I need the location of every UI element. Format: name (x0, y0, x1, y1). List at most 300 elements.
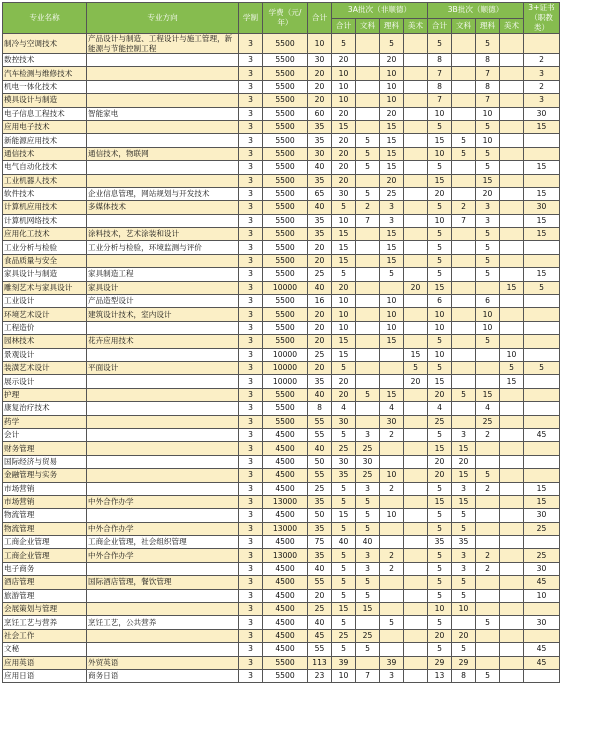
fee-cell: 10000 (263, 281, 308, 294)
major-cell: 雕刻艺术与家具设计 (3, 281, 87, 294)
3plus-cell (524, 241, 560, 254)
header-fee: 学费（元/年） (263, 3, 308, 34)
3b-fine-arts-cell (500, 576, 524, 589)
major-cell: 展示设计 (3, 375, 87, 388)
fee-cell: 4500 (263, 428, 308, 441)
3b-science-cell: 8 (476, 80, 500, 93)
3b-science-cell: 5 (476, 616, 500, 629)
direction-cell: 涂料技术，艺术涂装和设计 (87, 228, 239, 241)
3b-fine-arts-cell (500, 268, 524, 281)
3b-arts-cell: 35 (452, 536, 476, 549)
3b-fine-arts-cell (500, 549, 524, 562)
table-row (3, 134, 560, 147)
header-direction: 专业方向 (87, 3, 239, 34)
3b-science-cell: 3 (476, 201, 500, 214)
3b-arts-cell (452, 361, 476, 374)
3b-total-cell: 20 (428, 469, 452, 482)
3a-science-cell: 5 (380, 616, 404, 629)
direction-cell (87, 589, 239, 602)
3plus-cell (524, 147, 560, 160)
years-cell: 3 (239, 134, 263, 147)
3b-science-cell (476, 643, 500, 656)
header-3a-arts: 文科 (356, 18, 380, 34)
3plus-cell: 30 (524, 201, 560, 214)
3a-total-cell: 25 (332, 442, 356, 455)
3plus-cell: 45 (524, 428, 560, 441)
3b-arts-cell: 2 (452, 201, 476, 214)
3plus-cell (524, 308, 560, 321)
3plus-cell (524, 174, 560, 187)
major-cell: 应用化工技术 (3, 228, 87, 241)
3a-science-cell: 3 (380, 669, 404, 682)
major-cell: 通信技术 (3, 147, 87, 160)
direction-cell: 家具设计 (87, 281, 239, 294)
3a-fine-arts-cell (404, 562, 428, 575)
3b-arts-cell: 5 (452, 388, 476, 401)
3plus-cell: 15 (524, 228, 560, 241)
direction-cell (87, 562, 239, 575)
3a-total-cell: 10 (332, 321, 356, 334)
3plus-cell: 2 (524, 80, 560, 93)
3a-fine-arts-cell (404, 295, 428, 308)
fee-cell: 5500 (263, 669, 308, 682)
3a-total-cell: 5 (332, 482, 356, 495)
3a-science-cell: 2 (380, 549, 404, 562)
direction-cell (87, 509, 239, 522)
fee-cell: 5500 (263, 54, 308, 67)
direction-cell (87, 402, 239, 415)
table-row (3, 361, 560, 374)
3a-arts-cell (356, 616, 380, 629)
years-cell: 3 (239, 455, 263, 468)
direction-cell: 建筑设计技术，室内设计 (87, 308, 239, 321)
3b-arts-cell (452, 54, 476, 67)
3a-total-cell: 10 (332, 67, 356, 80)
total-cell: 20 (308, 254, 332, 267)
3plus-cell: 25 (524, 549, 560, 562)
direction-cell: 中外合作办学 (87, 549, 239, 562)
3a-science-cell: 20 (380, 174, 404, 187)
3a-science-cell: 10 (380, 94, 404, 107)
3b-science-cell (476, 509, 500, 522)
table-row (3, 549, 560, 562)
3b-fine-arts-cell (500, 161, 524, 174)
3b-total-cell: 5 (428, 361, 452, 374)
3b-arts-cell: 20 (452, 629, 476, 642)
3a-total-cell: 20 (332, 174, 356, 187)
table-row (3, 34, 560, 54)
3plus-cell: 30 (524, 107, 560, 120)
fee-cell: 5500 (263, 214, 308, 227)
3b-total-cell: 5 (428, 241, 452, 254)
3a-science-cell: 5 (380, 268, 404, 281)
3a-arts-cell (356, 268, 380, 281)
3b-arts-cell: 5 (452, 147, 476, 160)
3a-science-cell: 5 (380, 34, 404, 54)
3a-total-cell: 5 (332, 643, 356, 656)
3a-science-cell: 2 (380, 482, 404, 495)
years-cell: 3 (239, 80, 263, 93)
fee-cell: 5500 (263, 335, 308, 348)
3plus-cell (524, 415, 560, 428)
3b-fine-arts-cell (500, 669, 524, 682)
3b-total-cell: 15 (428, 375, 452, 388)
fee-cell: 4500 (263, 576, 308, 589)
fee-cell: 10000 (263, 375, 308, 388)
3a-total-cell: 10 (332, 669, 356, 682)
total-cell: 75 (308, 536, 332, 549)
table-row (3, 603, 560, 616)
3b-total-cell: 29 (428, 656, 452, 669)
direction-cell (87, 388, 239, 401)
fee-cell: 5500 (263, 80, 308, 93)
3b-arts-cell: 5 (452, 576, 476, 589)
3a-arts-cell: 5 (356, 589, 380, 602)
years-cell: 3 (239, 576, 263, 589)
3a-science-cell (380, 442, 404, 455)
years-cell: 3 (239, 161, 263, 174)
header-group-3plus: 3+证书（职教类） (524, 3, 560, 34)
direction-cell (87, 134, 239, 147)
total-cell: 55 (308, 415, 332, 428)
years-cell: 3 (239, 241, 263, 254)
header-3b-total: 合计 (428, 18, 452, 34)
total-cell: 35 (308, 228, 332, 241)
fee-cell: 5500 (263, 308, 308, 321)
major-cell: 社会工作 (3, 629, 87, 642)
3b-arts-cell (452, 295, 476, 308)
table-row (3, 442, 560, 455)
fee-cell: 4500 (263, 616, 308, 629)
3b-arts-cell: 20 (452, 455, 476, 468)
table-row (3, 509, 560, 522)
years-cell: 3 (239, 469, 263, 482)
major-cell: 文秘 (3, 643, 87, 656)
3a-arts-cell (356, 415, 380, 428)
3b-total-cell: 20 (428, 629, 452, 642)
3a-fine-arts-cell (404, 616, 428, 629)
major-cell: 工业设计 (3, 295, 87, 308)
3a-fine-arts-cell (404, 495, 428, 508)
major-cell: 工程造价 (3, 321, 87, 334)
3b-total-cell: 5 (428, 522, 452, 535)
3a-total-cell: 5 (332, 428, 356, 441)
3a-science-cell: 39 (380, 656, 404, 669)
3a-fine-arts-cell (404, 536, 428, 549)
years-cell: 3 (239, 669, 263, 682)
direction-cell: 工业分析与检验，环境监测与评价 (87, 241, 239, 254)
direction-cell (87, 161, 239, 174)
3b-total-cell: 5 (428, 335, 452, 348)
3a-total-cell: 5 (332, 562, 356, 575)
3b-fine-arts-cell (500, 241, 524, 254)
3b-total-cell: 5 (428, 120, 452, 133)
years-cell: 3 (239, 442, 263, 455)
years-cell: 3 (239, 428, 263, 441)
3b-arts-cell: 29 (452, 656, 476, 669)
direction-cell: 工商企业管理，社会组织管理 (87, 536, 239, 549)
years-cell: 3 (239, 536, 263, 549)
direction-cell (87, 94, 239, 107)
3a-total-cell: 15 (332, 603, 356, 616)
3plus-cell: 10 (524, 589, 560, 602)
major-cell: 护理 (3, 388, 87, 401)
major-cell: 电子商务 (3, 562, 87, 575)
3a-science-cell: 10 (380, 308, 404, 321)
3a-total-cell: 20 (332, 134, 356, 147)
fee-cell: 5500 (263, 402, 308, 415)
3b-fine-arts-cell (500, 388, 524, 401)
3b-total-cell: 15 (428, 174, 452, 187)
table-row (3, 656, 560, 669)
3a-arts-cell (356, 348, 380, 361)
3a-fine-arts-cell (404, 442, 428, 455)
3b-total-cell: 5 (428, 228, 452, 241)
3b-arts-cell (452, 308, 476, 321)
3a-fine-arts-cell (404, 482, 428, 495)
3a-total-cell: 30 (332, 415, 356, 428)
fee-cell: 4500 (263, 509, 308, 522)
total-cell: 65 (308, 187, 332, 200)
3b-arts-cell (452, 402, 476, 415)
3b-arts-cell (452, 241, 476, 254)
total-cell: 35 (308, 522, 332, 535)
3a-fine-arts-cell (404, 522, 428, 535)
3b-science-cell: 5 (476, 241, 500, 254)
total-cell: 55 (308, 428, 332, 441)
total-cell: 50 (308, 455, 332, 468)
3plus-cell: 5 (524, 361, 560, 374)
3b-fine-arts-cell (500, 34, 524, 54)
major-cell: 工商企业管理 (3, 536, 87, 549)
major-cell: 数控技术 (3, 54, 87, 67)
3a-total-cell: 5 (332, 495, 356, 508)
total-cell: 50 (308, 509, 332, 522)
3b-total-cell: 15 (428, 281, 452, 294)
3b-total-cell: 15 (428, 442, 452, 455)
header-3a-fine-arts: 美术 (404, 18, 428, 34)
direction-cell: 通信技术，物联网 (87, 147, 239, 160)
3b-arts-cell: 15 (452, 469, 476, 482)
3a-arts-cell: 5 (356, 522, 380, 535)
3b-fine-arts-cell (500, 335, 524, 348)
3b-total-cell: 5 (428, 576, 452, 589)
total-cell: 30 (308, 54, 332, 67)
3a-science-cell: 10 (380, 67, 404, 80)
direction-cell (87, 120, 239, 133)
3a-fine-arts-cell (404, 254, 428, 267)
direction-cell (87, 321, 239, 334)
3a-total-cell: 15 (332, 241, 356, 254)
total-cell: 35 (308, 174, 332, 187)
3a-arts-cell (356, 54, 380, 67)
direction-cell: 智能家电 (87, 107, 239, 120)
3a-arts-cell: 40 (356, 536, 380, 549)
3b-science-cell: 8 (476, 54, 500, 67)
3b-fine-arts-cell (500, 254, 524, 267)
3b-science-cell (476, 629, 500, 642)
3plus-cell: 15 (524, 161, 560, 174)
3b-arts-cell (452, 335, 476, 348)
3b-total-cell: 5 (428, 549, 452, 562)
direction-cell: 家具制造工程 (87, 268, 239, 281)
3b-fine-arts-cell (500, 402, 524, 415)
3a-arts-cell (356, 34, 380, 54)
3b-total-cell: 5 (428, 509, 452, 522)
3b-total-cell: 35 (428, 536, 452, 549)
3b-science-cell (476, 361, 500, 374)
header-3b-arts: 文科 (452, 18, 476, 34)
3b-arts-cell: 3 (452, 549, 476, 562)
3b-total-cell: 5 (428, 616, 452, 629)
3b-fine-arts-cell (500, 54, 524, 67)
major-cell: 食品质量与安全 (3, 254, 87, 267)
3a-arts-cell (356, 120, 380, 133)
3b-total-cell: 10 (428, 107, 452, 120)
years-cell: 3 (239, 34, 263, 54)
total-cell: 35 (308, 214, 332, 227)
fee-cell: 4500 (263, 643, 308, 656)
fee-cell: 5500 (263, 120, 308, 133)
3plus-cell (524, 629, 560, 642)
3a-arts-cell: 3 (356, 482, 380, 495)
3b-total-cell: 5 (428, 254, 452, 267)
3a-arts-cell (356, 228, 380, 241)
3a-fine-arts-cell (404, 656, 428, 669)
total-cell: 40 (308, 161, 332, 174)
direction-cell: 商务日语 (87, 669, 239, 682)
total-cell: 60 (308, 107, 332, 120)
major-cell: 工业机器人技术 (3, 174, 87, 187)
3a-science-cell: 10 (380, 469, 404, 482)
3b-fine-arts-cell (500, 134, 524, 147)
3a-fine-arts-cell (404, 388, 428, 401)
total-cell: 40 (308, 442, 332, 455)
3plus-cell: 5 (524, 281, 560, 294)
3b-science-cell (476, 603, 500, 616)
3a-total-cell: 39 (332, 656, 356, 669)
3a-fine-arts-cell (404, 335, 428, 348)
3a-arts-cell: 5 (356, 643, 380, 656)
total-cell: 55 (308, 576, 332, 589)
3b-total-cell: 5 (428, 34, 452, 54)
3a-total-cell: 10 (332, 214, 356, 227)
3a-science-cell (380, 603, 404, 616)
fee-cell: 13000 (263, 549, 308, 562)
years-cell: 3 (239, 495, 263, 508)
3b-science-cell (476, 589, 500, 602)
total-cell: 40 (308, 562, 332, 575)
total-cell: 20 (308, 589, 332, 602)
fee-cell: 5500 (263, 254, 308, 267)
3a-science-cell: 15 (380, 254, 404, 267)
3a-fine-arts-cell: 20 (404, 281, 428, 294)
total-cell: 20 (308, 241, 332, 254)
3a-fine-arts-cell (404, 549, 428, 562)
3b-science-cell (476, 576, 500, 589)
3b-fine-arts-cell (500, 522, 524, 535)
3a-arts-cell: 5 (356, 388, 380, 401)
3a-arts-cell (356, 241, 380, 254)
3a-fine-arts-cell (404, 589, 428, 602)
total-cell: 20 (308, 94, 332, 107)
total-cell: 40 (308, 388, 332, 401)
major-cell: 市场营销 (3, 495, 87, 508)
3a-arts-cell (356, 375, 380, 388)
3plus-cell (524, 388, 560, 401)
3a-arts-cell (356, 335, 380, 348)
3a-arts-cell (356, 80, 380, 93)
major-cell: 财务管理 (3, 442, 87, 455)
3a-total-cell: 10 (332, 94, 356, 107)
3b-total-cell: 10 (428, 214, 452, 227)
3a-arts-cell: 5 (356, 161, 380, 174)
3a-total-cell: 30 (332, 187, 356, 200)
3b-arts-cell: 10 (452, 603, 476, 616)
major-cell: 酒店管理 (3, 576, 87, 589)
3b-total-cell: 20 (428, 455, 452, 468)
table-body (3, 34, 560, 683)
major-cell: 金融管理与实务 (3, 469, 87, 482)
major-cell: 烹饪工艺与营养 (3, 616, 87, 629)
fee-cell: 5500 (263, 107, 308, 120)
3a-arts-cell (356, 94, 380, 107)
3a-arts-cell (356, 656, 380, 669)
3b-total-cell: 15 (428, 134, 452, 147)
3a-science-cell: 2 (380, 428, 404, 441)
years-cell: 3 (239, 549, 263, 562)
3b-arts-cell (452, 161, 476, 174)
3b-fine-arts-cell (500, 509, 524, 522)
3a-arts-cell: 15 (356, 603, 380, 616)
table-row (3, 67, 560, 80)
3b-fine-arts-cell (500, 536, 524, 549)
3b-fine-arts-cell (500, 308, 524, 321)
fee-cell: 5500 (263, 34, 308, 54)
3a-science-cell: 20 (380, 107, 404, 120)
3a-fine-arts-cell (404, 54, 428, 67)
years-cell: 3 (239, 321, 263, 334)
major-cell: 汽车检测与维修技术 (3, 67, 87, 80)
major-cell: 应用英语 (3, 656, 87, 669)
3a-science-cell: 2 (380, 562, 404, 575)
total-cell: 35 (308, 495, 332, 508)
3b-fine-arts-cell (500, 187, 524, 200)
table-row (3, 375, 560, 388)
total-cell: 8 (308, 402, 332, 415)
years-cell: 3 (239, 228, 263, 241)
table-row (3, 54, 560, 67)
fee-cell: 5500 (263, 94, 308, 107)
3a-science-cell: 10 (380, 80, 404, 93)
table-row (3, 402, 560, 415)
3a-arts-cell: 7 (356, 214, 380, 227)
table-row (3, 669, 560, 682)
3plus-cell: 15 (524, 187, 560, 200)
3a-science-cell: 10 (380, 509, 404, 522)
3b-science-cell: 5 (476, 669, 500, 682)
3plus-cell: 30 (524, 616, 560, 629)
3b-science-cell (476, 348, 500, 361)
3a-arts-cell: 5 (356, 187, 380, 200)
3b-arts-cell: 5 (452, 509, 476, 522)
3a-fine-arts-cell (404, 603, 428, 616)
years-cell: 3 (239, 603, 263, 616)
years-cell: 3 (239, 589, 263, 602)
3b-fine-arts-cell (500, 228, 524, 241)
3a-fine-arts-cell (404, 174, 428, 187)
3b-fine-arts-cell (500, 94, 524, 107)
